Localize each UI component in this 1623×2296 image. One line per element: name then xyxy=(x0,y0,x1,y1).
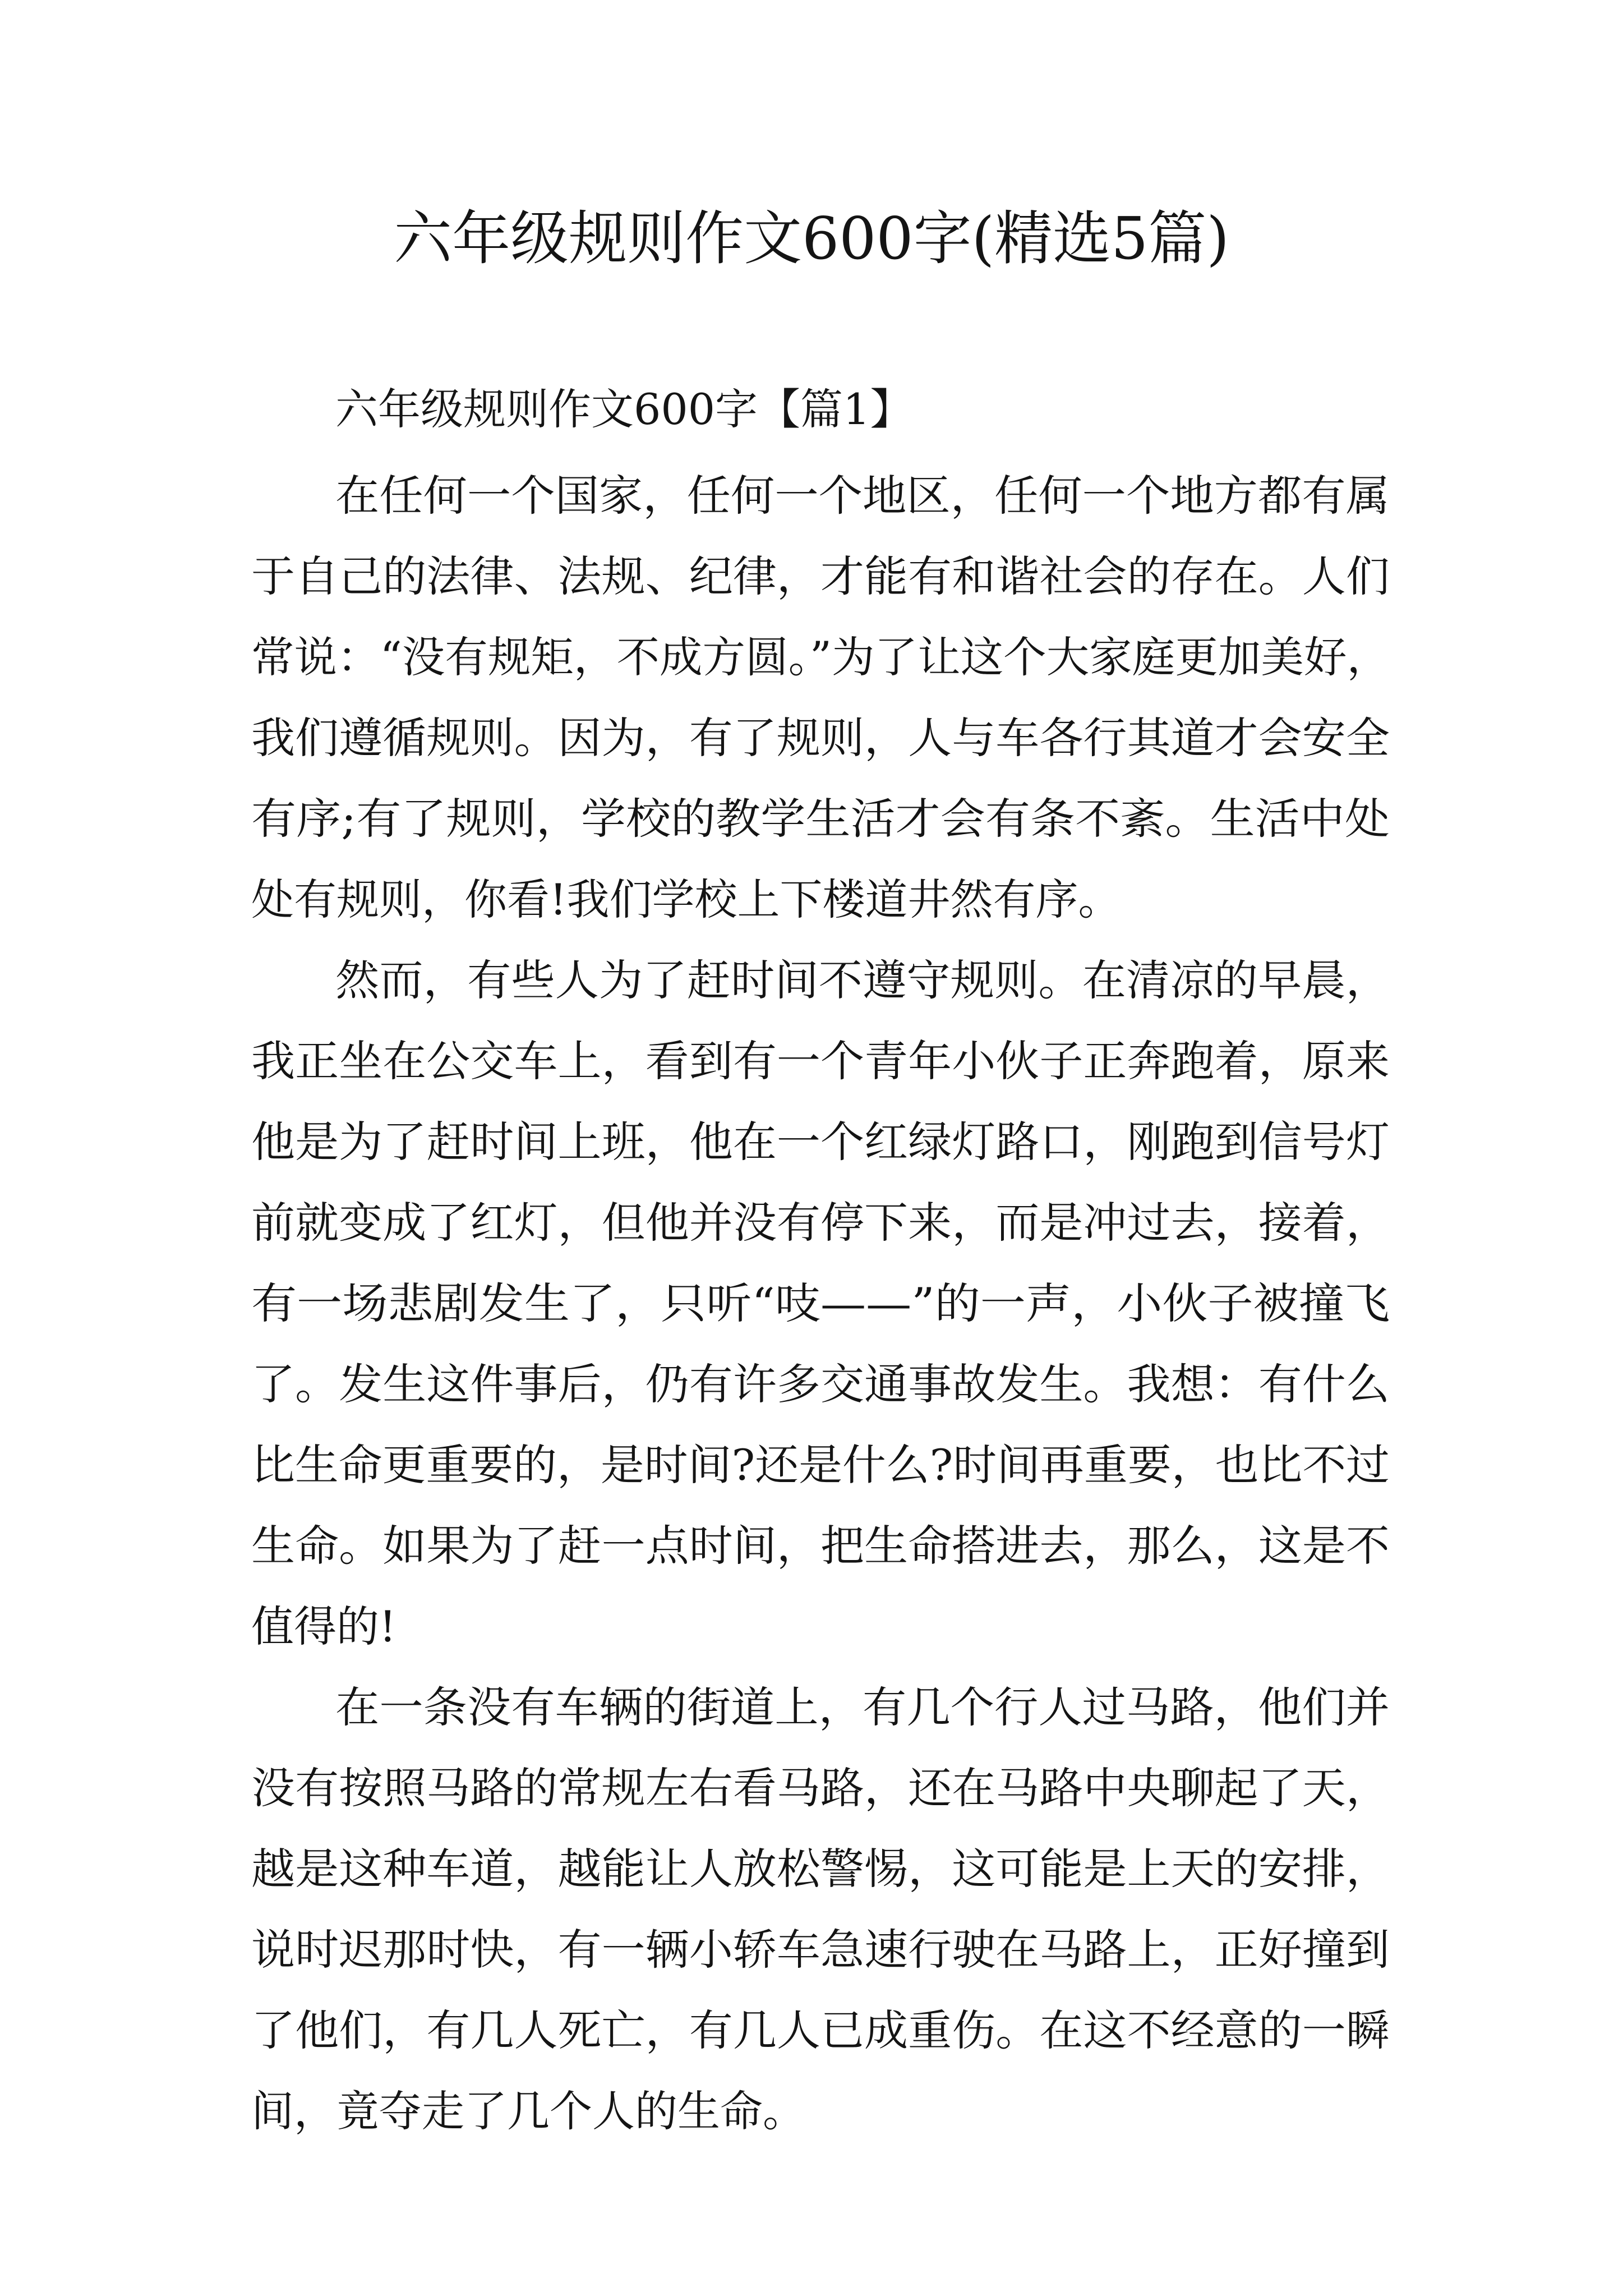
paragraph xyxy=(251,455,1390,940)
line-text: 他是为了赶时间上班，他在一个红绿灯路口，刚跑到信号灯 xyxy=(251,1117,1390,1167)
line-text: 在一条没有车辆的街道上，有几个行人过马路，他们并 xyxy=(335,1682,1390,1732)
line-text: 值得的! xyxy=(251,1602,396,1651)
paragraph-line xyxy=(251,455,1390,536)
line-text: 处有规则，你看!我们学校上下楼道井然有序。 xyxy=(251,875,1121,924)
section-heading: 六年级规则作文600字【篇1】 xyxy=(335,384,913,434)
paragraph-line xyxy=(251,1263,1390,1344)
line-text: 有序;有了规则，学校的教学生活才会有条不紊。生活中处 xyxy=(251,794,1390,844)
paragraph-line xyxy=(251,1829,1390,1910)
paragraph-line xyxy=(251,1021,1390,1102)
paragraph-line xyxy=(251,617,1390,698)
line-text: 间，竟夺走了几个人的生命。 xyxy=(251,2086,805,2136)
paragraph-line xyxy=(251,1667,1390,1748)
line-text: 了他们，有几人死亡，有几人已成重伤。在这不经意的一瞬 xyxy=(251,2005,1390,2055)
paragraph-line xyxy=(251,859,1390,940)
paragraph-line xyxy=(251,1910,1390,1990)
line-text: 在任何一个国家，任何一个地区，任何一个地方都有属 xyxy=(335,471,1390,521)
paragraph-line xyxy=(251,1344,1390,1425)
line-text: 常说：“没有规矩，不成方圆。”为了让这个大家庭更加美好， xyxy=(251,632,1390,682)
line-text: 然而，有些人为了赶时间不遵守规则。在清凉的早晨， xyxy=(335,955,1390,1005)
paragraph-line xyxy=(251,698,1390,779)
line-text: 没有按照马路的常规左右看马路，还在马路中央聊起了天， xyxy=(251,1763,1390,1813)
line-text: 比生命更重要的，是时间?还是什么?时间再重要，也比不过 xyxy=(251,1440,1390,1490)
paragraph-line xyxy=(251,1102,1390,1182)
paragraph-line xyxy=(251,779,1390,859)
paragraph-line xyxy=(251,1990,1390,2071)
line-text: 说时迟那时快，有一辆小轿车急速行驶在马路上，正好撞到 xyxy=(251,1925,1390,1975)
paragraph-line xyxy=(251,1506,1390,1586)
paragraph-line xyxy=(251,1748,1390,1829)
line-text: 有一场悲剧发生了，只听“吱——”的一声，小伙子被撞飞 xyxy=(251,1278,1390,1328)
line-text: 了。发生这件事后，仍有许多交通事故发生。我想：有什么 xyxy=(251,1359,1390,1409)
document-title: 六年级规则作文600字(精选5篇) xyxy=(394,204,1229,273)
paragraph xyxy=(251,940,1390,1667)
line-text: 我们遵循规则。因为，有了规则，人与车各行其道才会安全 xyxy=(251,713,1390,763)
paragraph-line xyxy=(251,536,1390,617)
line-text: 我正坐在公交车上，看到有一个青年小伙子正奔跑着，原来 xyxy=(251,1036,1390,1086)
line-text: 生命。如果为了赶一点时间，把生命搭进去，那么，这是不 xyxy=(251,1521,1390,1571)
line-text: 越是这种车道，越能让人放松警惕，这可能是上天的安排， xyxy=(251,1844,1390,1894)
paragraph-line xyxy=(251,1586,1390,1667)
paragraph-line xyxy=(251,940,1390,1021)
body-text xyxy=(251,455,1390,2152)
paragraph-line xyxy=(251,2071,1390,2152)
paragraph-line xyxy=(251,1182,1390,1263)
line-text: 于自己的法律、法规、纪律，才能有和谐社会的存在。人们 xyxy=(251,551,1390,601)
paragraph xyxy=(251,1667,1390,2152)
line-text: 前就变成了红灯，但他并没有停下来，而是冲过去，接着， xyxy=(251,1198,1390,1248)
paragraph-line xyxy=(251,1425,1390,1506)
